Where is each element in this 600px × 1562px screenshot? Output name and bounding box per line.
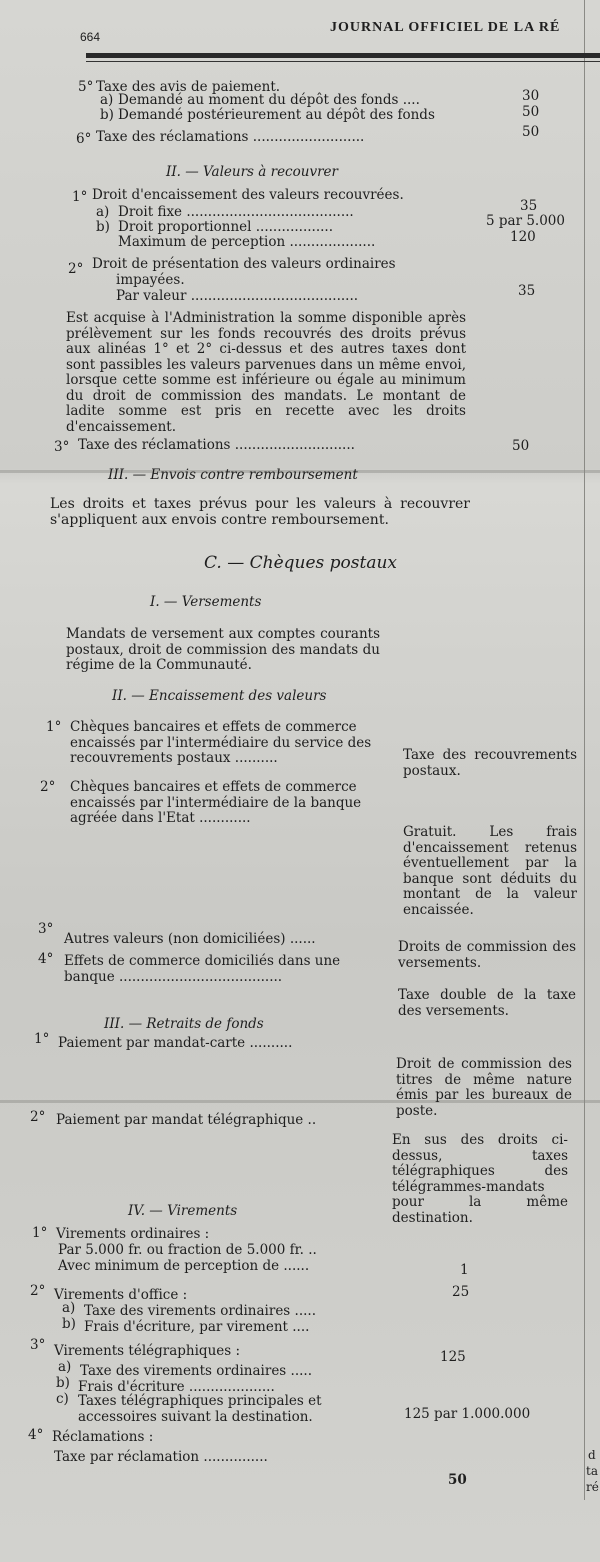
item-text: Virements ordinaires :	[56, 1226, 210, 1242]
item-number: 2°	[30, 1109, 46, 1125]
item-text: Frais d'écriture, par virement ....	[84, 1319, 310, 1335]
item-number: 4°	[28, 1427, 44, 1443]
item-value: 50	[448, 1472, 467, 1488]
item-text: Taxe des réclamations ............................	[78, 437, 355, 453]
item-text: Paiement par mandat-carte ..........	[58, 1035, 293, 1051]
item-number: 2°	[30, 1283, 46, 1299]
column-edge	[584, 0, 585, 1500]
item-text: Chèques bancaires et effets de commerce encaissés par l'intermédiaire du service des recouvrements postaux ..........	[70, 719, 372, 766]
item-value: 125 par 1.000.000	[404, 1406, 531, 1422]
item-number: 3°	[30, 1337, 46, 1353]
item-text: Taxe par réclamation ...............	[54, 1449, 268, 1465]
section-title: III. — Retraits de fonds	[104, 1016, 264, 1032]
item-value: 50	[522, 104, 540, 120]
section-title: IV. — Virements	[128, 1203, 238, 1219]
item-text: Chèques bancaires et effets de commerce encaissés par l'intermédiaire de la banque agréée dans l'Etat ............	[70, 779, 362, 826]
item-text: Par valeur .......................................	[116, 288, 359, 304]
item-text: Droit fixe .......................................	[118, 204, 354, 220]
item-number: c)	[56, 1391, 69, 1407]
page-number: 664	[80, 30, 101, 44]
item-number: a)	[96, 204, 110, 220]
item-number: a)	[100, 92, 114, 108]
header-rule	[86, 53, 600, 58]
item-text: Droit proportionnel ..................	[118, 219, 333, 235]
item-number: 5°	[78, 79, 94, 95]
item-text: Taxe des virements ordinaires .....	[80, 1363, 312, 1379]
edge-fragment: ré	[586, 1480, 599, 1494]
item-text: Taxe des réclamations ..........................	[96, 129, 365, 145]
item-text: Taxes télégraphiques principales et accessoires suivant la destination.	[78, 1393, 322, 1425]
item-value: 50	[522, 124, 540, 140]
paragraph: Les droits et taxes prévus pour les valeurs à recouvrer s'appliquent aux envois contre remboursement.	[50, 496, 470, 528]
item-number: b)	[100, 107, 114, 123]
item-value: 35	[520, 198, 538, 214]
item-value: 30	[522, 88, 540, 104]
section-heading-text: C. — Chèques postaux	[204, 553, 397, 573]
item-number: b)	[56, 1375, 70, 1391]
paragraph: Est acquise à l'Administration la somme disponible après prélèvement sur les fonds recouvrés des droits prévus aux alinéas 1° et 2° ci-dessus et des autres taxes dont sont passibles les valeurs parvenues dans un même envoi, lorsque cette somme est inférieure ou égale au minimum du droit de commission des mandats. Le montant de ladite somme est pris en recette avec les droits d'encaissement.	[66, 310, 466, 435]
item-right-note: Gratuit. Les frais d'encaissement retenus éventuellement par la banque sont déduits du montant de la valeur encaissée.	[403, 824, 577, 918]
item-right-note: Droit de commission des titres de même nature émis par les bureaux de poste.	[396, 1056, 572, 1119]
item-number: 1°	[46, 719, 62, 735]
item-value: 25	[452, 1284, 470, 1300]
item-text: impayées.	[116, 272, 185, 288]
section-title: II. — Encaissement des valeurs	[112, 688, 327, 704]
journal-title: JOURNAL OFFICIEL DE LA RÉ	[330, 20, 561, 35]
item-text: Autres valeurs (non domiciliées) ......	[64, 931, 316, 947]
item-right-note: En sus des droits ci-dessus, taxes télégraphiques des télégrammes-mandats pour la même destination.	[392, 1132, 568, 1226]
section-title: II. — Valeurs à recouvrer	[166, 164, 338, 180]
item-number: a)	[58, 1359, 72, 1375]
item-number: b)	[62, 1316, 76, 1332]
header-rule-thin	[86, 61, 600, 62]
item-number: 3°	[54, 439, 70, 455]
item-text: Avec minimum de perception de ......	[58, 1258, 310, 1274]
item-value: 50	[512, 438, 530, 454]
item-number: 1°	[34, 1031, 50, 1047]
item-value: 5 par 5.000	[486, 213, 565, 229]
item-text: Droit d'encaissement des valeurs recouvrées.	[92, 187, 404, 203]
item-text: Taxe des avis de paiement.	[96, 79, 281, 95]
section-heading	[204, 553, 397, 573]
item-value: 35	[518, 283, 536, 299]
item-number: 4°	[38, 951, 54, 967]
item-text: Demandé postérieurement au dépôt des fonds	[118, 107, 435, 123]
item-number: 2°	[40, 779, 56, 795]
item-text: Réclamations :	[52, 1429, 154, 1445]
item-text: Virements télégraphiques :	[54, 1343, 241, 1359]
edge-fragment: ta	[586, 1464, 598, 1478]
item-text: Effets de commerce domiciliés dans une banque ......................................	[64, 953, 341, 985]
section-title: III. — Envois contre remboursement	[108, 467, 358, 483]
item-text: Par 5.000 fr. ou fraction de 5.000 fr. ..	[58, 1242, 317, 1258]
item-number: 1°	[32, 1225, 48, 1241]
item-right-note: Taxe double de la taxe des versements.	[398, 987, 576, 1019]
edge-fragment: d	[588, 1448, 596, 1462]
item-text: Taxe des virements ordinaires .....	[84, 1303, 316, 1319]
paragraph: Mandats de versement aux comptes courants postaux, droit de commission des mandats du régime de la Communauté.	[66, 626, 380, 673]
item-value: 125	[440, 1349, 466, 1365]
item-value: 120	[510, 229, 536, 245]
item-right-note: Taxe des recouvrements postaux.	[403, 747, 577, 779]
item-text: Maximum de perception ....................	[118, 234, 376, 250]
item-number: 6°	[76, 131, 92, 147]
item-text: Virements d'office :	[54, 1287, 188, 1303]
item-number: b)	[96, 219, 110, 235]
item-number: 1°	[72, 189, 88, 205]
section-title: I. — Versements	[150, 594, 262, 610]
item-number: 2°	[68, 261, 84, 277]
item-number: 3°	[38, 921, 54, 937]
item-text: Frais d'écriture ....................	[78, 1379, 275, 1395]
item-text: Demandé au moment du dépôt des fonds ....	[118, 92, 420, 108]
item-value: 1	[460, 1262, 469, 1278]
item-number: a)	[62, 1300, 76, 1316]
item-text: Paiement par mandat télégraphique ..	[56, 1112, 317, 1128]
item-text: Droit de présentation des valeurs ordinaires	[92, 256, 396, 272]
item-right-note: Droits de commission des versements.	[398, 939, 576, 971]
